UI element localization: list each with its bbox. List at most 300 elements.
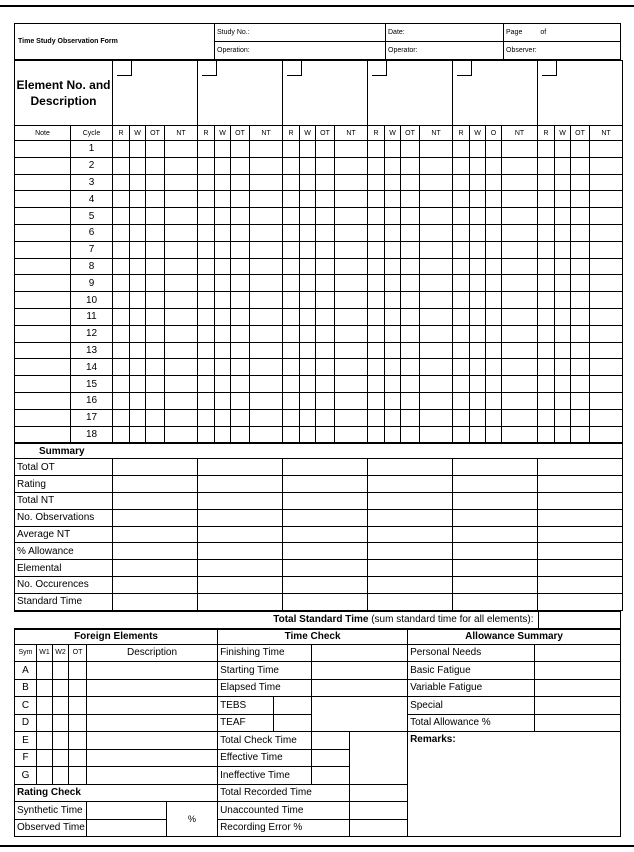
reading-cell[interactable] xyxy=(420,241,453,258)
reading-cell[interactable] xyxy=(486,392,502,409)
reading-cell[interactable] xyxy=(283,275,300,292)
reading-cell[interactable] xyxy=(335,292,368,309)
reading-cell[interactable] xyxy=(470,141,486,158)
reading-cell[interactable] xyxy=(453,409,470,426)
reading-cell[interactable] xyxy=(215,342,231,359)
reading-cell[interactable] xyxy=(486,208,502,225)
reading-cell[interactable] xyxy=(538,359,555,376)
reading-cell[interactable] xyxy=(470,208,486,225)
reading-cell[interactable] xyxy=(231,141,250,158)
note-cell[interactable] xyxy=(15,359,71,376)
reading-cell[interactable] xyxy=(590,392,623,409)
fe-cell[interactable] xyxy=(69,679,87,697)
reading-cell[interactable] xyxy=(198,426,215,443)
summary-value[interactable] xyxy=(538,509,623,526)
reading-cell[interactable] xyxy=(401,141,420,158)
reading-cell[interactable] xyxy=(502,342,538,359)
reading-cell[interactable] xyxy=(502,258,538,275)
reading-cell[interactable] xyxy=(300,376,316,393)
reading-cell[interactable] xyxy=(470,191,486,208)
fe-desc-cell[interactable] xyxy=(87,749,218,767)
reading-cell[interactable] xyxy=(502,191,538,208)
tc-total-check-time-value[interactable] xyxy=(312,732,350,750)
reading-cell[interactable] xyxy=(385,376,401,393)
reading-cell[interactable] xyxy=(113,409,130,426)
reading-cell[interactable] xyxy=(283,191,300,208)
summary-value[interactable] xyxy=(453,459,538,476)
reading-cell[interactable] xyxy=(420,174,453,191)
reading-cell[interactable] xyxy=(555,359,571,376)
reading-cell[interactable] xyxy=(231,275,250,292)
note-cell[interactable] xyxy=(15,191,71,208)
observed-time-value[interactable] xyxy=(87,819,167,837)
reading-cell[interactable] xyxy=(130,208,146,225)
reading-cell[interactable] xyxy=(283,426,300,443)
reading-cell[interactable] xyxy=(453,174,470,191)
reading-cell[interactable] xyxy=(538,342,555,359)
reading-cell[interactable] xyxy=(502,392,538,409)
reading-cell[interactable] xyxy=(571,275,590,292)
reading-cell[interactable] xyxy=(571,174,590,191)
reading-cell[interactable] xyxy=(165,359,198,376)
reading-cell[interactable] xyxy=(453,157,470,174)
reading-cell[interactable] xyxy=(538,191,555,208)
reading-cell[interactable] xyxy=(502,308,538,325)
reading-cell[interactable] xyxy=(401,359,420,376)
reading-cell[interactable] xyxy=(283,292,300,309)
reading-cell[interactable] xyxy=(538,426,555,443)
reading-cell[interactable] xyxy=(146,208,165,225)
summary-value[interactable] xyxy=(453,593,538,610)
reading-cell[interactable] xyxy=(470,224,486,241)
reading-cell[interactable] xyxy=(590,191,623,208)
fe-cell[interactable] xyxy=(53,732,69,750)
element-4-description[interactable] xyxy=(368,61,453,126)
summary-value[interactable] xyxy=(368,526,453,543)
reading-cell[interactable] xyxy=(470,308,486,325)
reading-cell[interactable] xyxy=(453,258,470,275)
tc-elapsed-time-value[interactable] xyxy=(312,679,408,697)
reading-cell[interactable] xyxy=(571,325,590,342)
reading-cell[interactable] xyxy=(368,392,385,409)
reading-cell[interactable] xyxy=(130,308,146,325)
summary-value[interactable] xyxy=(538,526,623,543)
reading-cell[interactable] xyxy=(130,141,146,158)
reading-cell[interactable] xyxy=(470,342,486,359)
reading-cell[interactable] xyxy=(231,191,250,208)
summary-value[interactable] xyxy=(453,492,538,509)
reading-cell[interactable] xyxy=(420,191,453,208)
reading-cell[interactable] xyxy=(385,258,401,275)
reading-cell[interactable] xyxy=(420,392,453,409)
reading-cell[interactable] xyxy=(555,258,571,275)
reading-cell[interactable] xyxy=(146,275,165,292)
reading-cell[interactable] xyxy=(470,275,486,292)
reading-cell[interactable] xyxy=(470,157,486,174)
reading-cell[interactable] xyxy=(198,292,215,309)
reading-cell[interactable] xyxy=(571,376,590,393)
reading-cell[interactable] xyxy=(231,308,250,325)
reading-cell[interactable] xyxy=(538,325,555,342)
reading-cell[interactable] xyxy=(453,426,470,443)
reading-cell[interactable] xyxy=(368,325,385,342)
reading-cell[interactable] xyxy=(538,392,555,409)
reading-cell[interactable] xyxy=(470,359,486,376)
reading-cell[interactable] xyxy=(385,241,401,258)
reading-cell[interactable] xyxy=(215,157,231,174)
reading-cell[interactable] xyxy=(146,157,165,174)
reading-cell[interactable] xyxy=(113,241,130,258)
date-field[interactable]: Date: xyxy=(386,24,504,42)
reading-cell[interactable] xyxy=(215,409,231,426)
reading-cell[interactable] xyxy=(130,224,146,241)
element-5-description[interactable] xyxy=(453,61,538,126)
reading-cell[interactable] xyxy=(453,224,470,241)
reading-cell[interactable] xyxy=(571,157,590,174)
reading-cell[interactable] xyxy=(113,342,130,359)
summary-value[interactable] xyxy=(283,492,368,509)
reading-cell[interactable] xyxy=(130,376,146,393)
reading-cell[interactable] xyxy=(502,325,538,342)
fe-cell[interactable] xyxy=(53,749,69,767)
reading-cell[interactable] xyxy=(401,325,420,342)
summary-value[interactable] xyxy=(453,526,538,543)
reading-cell[interactable] xyxy=(250,174,283,191)
summary-value[interactable] xyxy=(538,543,623,560)
fe-cell[interactable] xyxy=(37,697,53,715)
reading-cell[interactable] xyxy=(571,342,590,359)
reading-cell[interactable] xyxy=(146,325,165,342)
reading-cell[interactable] xyxy=(453,191,470,208)
reading-cell[interactable] xyxy=(590,292,623,309)
summary-value[interactable] xyxy=(368,576,453,593)
summary-value[interactable] xyxy=(538,492,623,509)
reading-cell[interactable] xyxy=(590,275,623,292)
reading-cell[interactable] xyxy=(571,409,590,426)
fe-cell[interactable] xyxy=(69,767,87,785)
reading-cell[interactable] xyxy=(486,157,502,174)
reading-cell[interactable] xyxy=(198,141,215,158)
fe-cell[interactable] xyxy=(37,714,53,732)
reading-cell[interactable] xyxy=(420,325,453,342)
reading-cell[interactable] xyxy=(146,241,165,258)
reading-cell[interactable] xyxy=(283,325,300,342)
summary-value[interactable] xyxy=(113,492,198,509)
reading-cell[interactable] xyxy=(283,258,300,275)
reading-cell[interactable] xyxy=(316,275,335,292)
reading-cell[interactable] xyxy=(250,141,283,158)
reading-cell[interactable] xyxy=(470,174,486,191)
fe-cell[interactable] xyxy=(37,662,53,680)
reading-cell[interactable] xyxy=(420,224,453,241)
note-cell[interactable] xyxy=(15,258,71,275)
reading-cell[interactable] xyxy=(335,426,368,443)
reading-cell[interactable] xyxy=(113,376,130,393)
reading-cell[interactable] xyxy=(316,258,335,275)
reading-cell[interactable] xyxy=(283,409,300,426)
reading-cell[interactable] xyxy=(555,141,571,158)
reading-cell[interactable] xyxy=(401,258,420,275)
reading-cell[interactable] xyxy=(538,275,555,292)
reading-cell[interactable] xyxy=(420,258,453,275)
reading-cell[interactable] xyxy=(486,292,502,309)
reading-cell[interactable] xyxy=(300,426,316,443)
reading-cell[interactable] xyxy=(231,325,250,342)
reading-cell[interactable] xyxy=(113,308,130,325)
summary-value[interactable] xyxy=(453,560,538,577)
reading-cell[interactable] xyxy=(250,409,283,426)
summary-value[interactable] xyxy=(198,593,283,610)
reading-cell[interactable] xyxy=(165,241,198,258)
reading-cell[interactable] xyxy=(198,157,215,174)
reading-cell[interactable] xyxy=(502,359,538,376)
reading-cell[interactable] xyxy=(420,292,453,309)
reading-cell[interactable] xyxy=(113,292,130,309)
reading-cell[interactable] xyxy=(198,275,215,292)
reading-cell[interactable] xyxy=(113,174,130,191)
reading-cell[interactable] xyxy=(335,325,368,342)
reading-cell[interactable] xyxy=(316,208,335,225)
tc-teaf-value[interactable] xyxy=(274,714,312,732)
reading-cell[interactable] xyxy=(502,275,538,292)
summary-value[interactable] xyxy=(113,560,198,577)
reading-cell[interactable] xyxy=(165,258,198,275)
summary-value[interactable] xyxy=(283,509,368,526)
reading-cell[interactable] xyxy=(368,241,385,258)
summary-value[interactable] xyxy=(283,526,368,543)
reading-cell[interactable] xyxy=(555,342,571,359)
reading-cell[interactable] xyxy=(538,376,555,393)
reading-cell[interactable] xyxy=(571,141,590,158)
reading-cell[interactable] xyxy=(453,275,470,292)
reading-cell[interactable] xyxy=(113,224,130,241)
element-3-description[interactable] xyxy=(283,61,368,126)
observer-field[interactable]: Observer: xyxy=(504,42,621,60)
fe-cell[interactable] xyxy=(53,714,69,732)
note-cell[interactable] xyxy=(15,208,71,225)
reading-cell[interactable] xyxy=(368,275,385,292)
tc-tebs-value[interactable] xyxy=(274,697,312,715)
reading-cell[interactable] xyxy=(453,208,470,225)
tc-recording-error-value[interactable] xyxy=(350,819,408,837)
reading-cell[interactable] xyxy=(198,224,215,241)
reading-cell[interactable] xyxy=(130,342,146,359)
reading-cell[interactable] xyxy=(368,376,385,393)
reading-cell[interactable] xyxy=(368,208,385,225)
reading-cell[interactable] xyxy=(231,241,250,258)
reading-cell[interactable] xyxy=(590,224,623,241)
reading-cell[interactable] xyxy=(215,141,231,158)
reading-cell[interactable] xyxy=(316,308,335,325)
reading-cell[interactable] xyxy=(486,376,502,393)
reading-cell[interactable] xyxy=(250,392,283,409)
reading-cell[interactable] xyxy=(470,292,486,309)
reading-cell[interactable] xyxy=(385,208,401,225)
reading-cell[interactable] xyxy=(385,141,401,158)
reading-cell[interactable] xyxy=(316,241,335,258)
reading-cell[interactable] xyxy=(368,224,385,241)
reading-cell[interactable] xyxy=(283,157,300,174)
reading-cell[interactable] xyxy=(165,157,198,174)
reading-cell[interactable] xyxy=(316,325,335,342)
reading-cell[interactable] xyxy=(250,342,283,359)
reading-cell[interactable] xyxy=(368,292,385,309)
reading-cell[interactable] xyxy=(401,392,420,409)
reading-cell[interactable] xyxy=(470,325,486,342)
reading-cell[interactable] xyxy=(502,426,538,443)
reading-cell[interactable] xyxy=(590,241,623,258)
reading-cell[interactable] xyxy=(538,208,555,225)
reading-cell[interactable] xyxy=(590,426,623,443)
reading-cell[interactable] xyxy=(385,409,401,426)
reading-cell[interactable] xyxy=(470,392,486,409)
study-no-field[interactable]: Study No.: xyxy=(215,24,386,42)
summary-value[interactable] xyxy=(113,509,198,526)
reading-cell[interactable] xyxy=(555,208,571,225)
reading-cell[interactable] xyxy=(335,157,368,174)
reading-cell[interactable] xyxy=(300,191,316,208)
reading-cell[interactable] xyxy=(250,208,283,225)
fe-desc-cell[interactable] xyxy=(87,697,218,715)
element-number-box[interactable] xyxy=(202,61,217,76)
summary-value[interactable] xyxy=(368,593,453,610)
reading-cell[interactable] xyxy=(335,342,368,359)
remarks-box[interactable] xyxy=(408,732,621,837)
reading-cell[interactable] xyxy=(215,426,231,443)
reading-cell[interactable] xyxy=(146,191,165,208)
reading-cell[interactable] xyxy=(368,308,385,325)
reading-cell[interactable] xyxy=(300,325,316,342)
reading-cell[interactable] xyxy=(215,174,231,191)
note-cell[interactable] xyxy=(15,392,71,409)
reading-cell[interactable] xyxy=(420,308,453,325)
reading-cell[interactable] xyxy=(165,325,198,342)
summary-value[interactable] xyxy=(198,543,283,560)
reading-cell[interactable] xyxy=(502,409,538,426)
summary-value[interactable] xyxy=(283,543,368,560)
reading-cell[interactable] xyxy=(250,241,283,258)
reading-cell[interactable] xyxy=(198,342,215,359)
reading-cell[interactable] xyxy=(453,141,470,158)
reading-cell[interactable] xyxy=(300,359,316,376)
al-special-value[interactable] xyxy=(535,697,621,715)
reading-cell[interactable] xyxy=(130,258,146,275)
reading-cell[interactable] xyxy=(453,342,470,359)
summary-value[interactable] xyxy=(368,476,453,493)
reading-cell[interactable] xyxy=(555,174,571,191)
reading-cell[interactable] xyxy=(283,376,300,393)
reading-cell[interactable] xyxy=(420,342,453,359)
tc-starting-time-value[interactable] xyxy=(312,662,408,680)
reading-cell[interactable] xyxy=(335,141,368,158)
reading-cell[interactable] xyxy=(250,191,283,208)
reading-cell[interactable] xyxy=(401,275,420,292)
reading-cell[interactable] xyxy=(146,342,165,359)
fe-cell[interactable] xyxy=(37,732,53,750)
reading-cell[interactable] xyxy=(538,292,555,309)
reading-cell[interactable] xyxy=(316,292,335,309)
reading-cell[interactable] xyxy=(401,292,420,309)
reading-cell[interactable] xyxy=(335,308,368,325)
reading-cell[interactable] xyxy=(198,208,215,225)
reading-cell[interactable] xyxy=(420,208,453,225)
reading-cell[interactable] xyxy=(368,258,385,275)
reading-cell[interactable] xyxy=(250,275,283,292)
reading-cell[interactable] xyxy=(420,376,453,393)
reading-cell[interactable] xyxy=(231,224,250,241)
reading-cell[interactable] xyxy=(486,359,502,376)
reading-cell[interactable] xyxy=(368,141,385,158)
summary-value[interactable] xyxy=(538,476,623,493)
reading-cell[interactable] xyxy=(401,224,420,241)
reading-cell[interactable] xyxy=(283,224,300,241)
summary-value[interactable] xyxy=(198,509,283,526)
element-6-description[interactable] xyxy=(538,61,623,126)
reading-cell[interactable] xyxy=(300,141,316,158)
operator-field[interactable]: Operator: xyxy=(386,42,504,60)
reading-cell[interactable] xyxy=(316,342,335,359)
reading-cell[interactable] xyxy=(146,426,165,443)
reading-cell[interactable] xyxy=(283,174,300,191)
summary-value[interactable] xyxy=(283,476,368,493)
summary-value[interactable] xyxy=(453,476,538,493)
reading-cell[interactable] xyxy=(590,342,623,359)
reading-cell[interactable] xyxy=(385,325,401,342)
reading-cell[interactable] xyxy=(401,308,420,325)
reading-cell[interactable] xyxy=(590,208,623,225)
reading-cell[interactable] xyxy=(590,141,623,158)
summary-value[interactable] xyxy=(453,543,538,560)
reading-cell[interactable] xyxy=(165,174,198,191)
reading-cell[interactable] xyxy=(368,342,385,359)
reading-cell[interactable] xyxy=(215,308,231,325)
reading-cell[interactable] xyxy=(453,292,470,309)
reading-cell[interactable] xyxy=(165,275,198,292)
reading-cell[interactable] xyxy=(555,325,571,342)
al-total-allowance-value[interactable] xyxy=(535,714,621,732)
reading-cell[interactable] xyxy=(555,409,571,426)
reading-cell[interactable] xyxy=(368,426,385,443)
reading-cell[interactable] xyxy=(385,292,401,309)
reading-cell[interactable] xyxy=(385,359,401,376)
note-cell[interactable] xyxy=(15,426,71,443)
reading-cell[interactable] xyxy=(198,174,215,191)
reading-cell[interactable] xyxy=(215,359,231,376)
tc-ineffective-time-value[interactable] xyxy=(312,767,350,785)
reading-cell[interactable] xyxy=(165,308,198,325)
reading-cell[interactable] xyxy=(401,174,420,191)
tc-effective-time-value[interactable] xyxy=(312,749,350,767)
summary-value[interactable] xyxy=(198,459,283,476)
reading-cell[interactable] xyxy=(316,392,335,409)
reading-cell[interactable] xyxy=(113,275,130,292)
element-1-description[interactable] xyxy=(113,61,198,126)
reading-cell[interactable] xyxy=(486,258,502,275)
reading-cell[interactable] xyxy=(165,426,198,443)
reading-cell[interactable] xyxy=(215,241,231,258)
al-personal-needs-value[interactable] xyxy=(535,644,621,662)
reading-cell[interactable] xyxy=(146,292,165,309)
reading-cell[interactable] xyxy=(300,308,316,325)
note-cell[interactable] xyxy=(15,409,71,426)
summary-value[interactable] xyxy=(113,459,198,476)
reading-cell[interactable] xyxy=(130,426,146,443)
reading-cell[interactable] xyxy=(335,376,368,393)
reading-cell[interactable] xyxy=(130,392,146,409)
summary-value[interactable] xyxy=(538,593,623,610)
reading-cell[interactable] xyxy=(571,392,590,409)
reading-cell[interactable] xyxy=(215,376,231,393)
